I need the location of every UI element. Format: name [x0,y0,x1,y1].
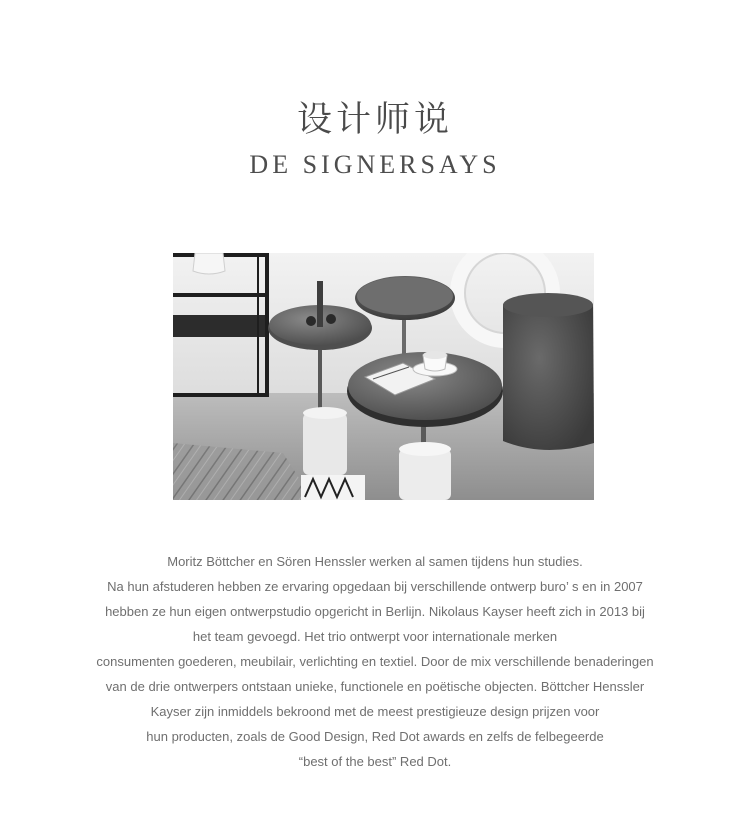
page-title-english: DE SIGNERSAYS [249,150,501,179]
description-line: van de drie ontwerpers ontstaan unieke, functionele en poëtische objecten. Böttcher Henssler [105,679,645,694]
product-photo [173,253,594,500]
description-line: Na hun afstuderen hebben ze ervaring opgedaan bij verschillende ontwerp buro’ s en in 2007 [107,579,643,594]
description-line: consumenten goederen, meubilair, verlichting en textiel. Door de mix verschillende benaderingen [96,654,654,669]
description-line: Kayser zijn inmiddels bekroond met de meest prestigieuze design prijzen voor [150,704,600,719]
description-line: “best of the best” Red Dot. [298,754,452,769]
page-header [0,98,750,182]
designer-description [40,549,710,774]
description-line: Moritz Böttcher en Sören Henssler werken al samen tijdens hun studies. [167,554,583,569]
page-title-chinese: 设计师说 [296,100,453,140]
description-line: hebben ze hun eigen ontwerpstudio opgericht in Berlijn. Nikolaus Kayser heeft zich in 2013 bij [105,604,645,619]
description-line: hun producten, zoals de Good Design, Red Dot awards en zelfs de felbegeerde [146,729,604,744]
description-line: het team gevoegd. Het trio ontwerpt voor internationale merken [192,629,558,644]
